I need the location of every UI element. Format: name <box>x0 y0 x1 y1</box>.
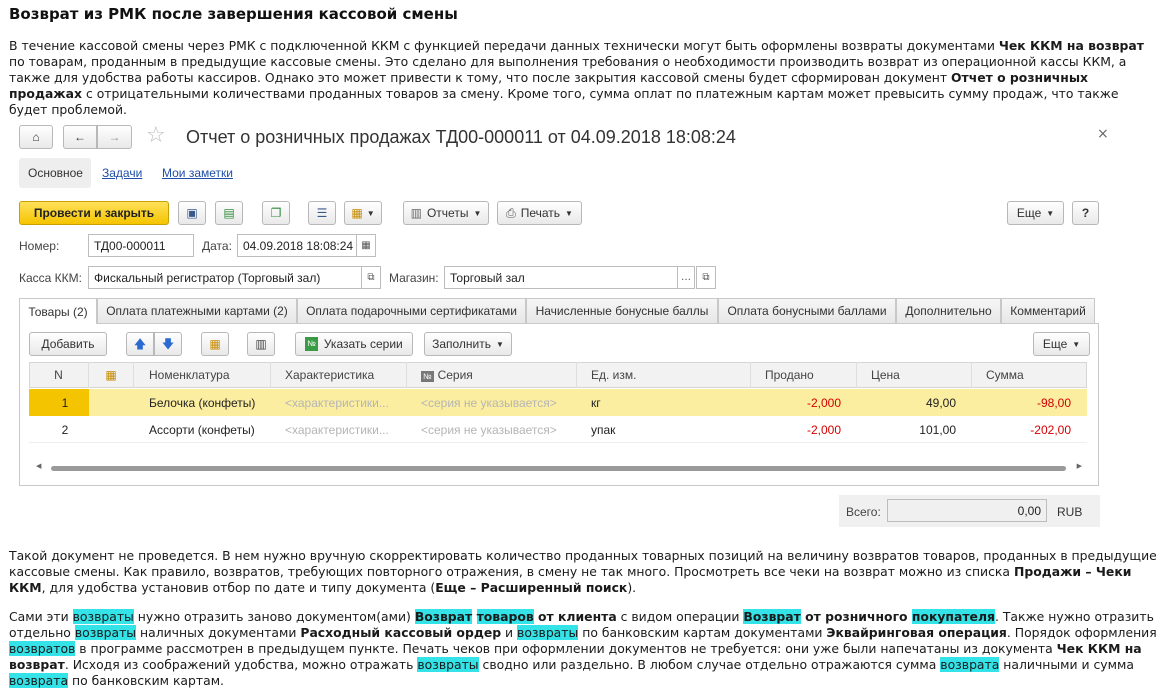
tab-accrued-bonuses[interactable]: Начисленные бонусные баллы <box>526 298 718 323</box>
back-button[interactable] <box>63 125 97 149</box>
bold-text: Эквайринговая операция <box>826 625 1007 640</box>
highlighted-text: товаров <box>476 609 534 624</box>
bold-text: Продажи – Чеки ККМ <box>9 564 1136 595</box>
arrow-left-icon: ← <box>74 130 86 144</box>
move-up-button[interactable] <box>126 332 154 356</box>
row-2-characteristic[interactable]: <характеристики... <box>285 423 389 437</box>
create-based-on-button[interactable]: ▦ ▼ <box>344 201 382 225</box>
posting-paragraph <box>9 548 1159 596</box>
document-journal-button[interactable] <box>308 201 336 225</box>
barcode-icon: ▥ <box>255 337 267 351</box>
home-icon: ⌂ <box>32 130 40 144</box>
scroll-thumb[interactable] <box>51 466 1066 471</box>
text-segment: В течение кассовой смены через РМК с подключенной ККМ с функцией передачи данных технически могут быть оформлены возвраты документами <box>9 38 999 53</box>
series-icon: № <box>423 372 432 381</box>
packing-icon: ▦ <box>105 368 117 382</box>
calendar-button[interactable] <box>356 234 376 257</box>
row-2-sold[interactable]: -2,000 <box>806 423 841 437</box>
print-label: Печать <box>520 206 560 220</box>
text-segment: , для удобства установив отбор по дате и типу документа ( <box>41 580 436 595</box>
kkm-field[interactable]: Фискальный регистратор (Торговый зал) <box>88 266 362 289</box>
horizontal-scrollbar[interactable] <box>29 462 1087 474</box>
highlighted-text: возвраты <box>517 625 579 640</box>
printer-icon: ⎙ <box>506 206 516 220</box>
text-segment: по банковским картам документами <box>578 625 827 640</box>
row-1-characteristic[interactable]: <характеристики... <box>285 396 389 410</box>
tab-additional[interactable]: Дополнительно <box>896 298 1001 323</box>
row-1-n: 1 <box>61 396 69 410</box>
row-1-sum[interactable]: -98,00 <box>1036 396 1071 410</box>
open-link-icon: ⧉ <box>702 272 710 283</box>
highlighted-text: Возврат <box>743 609 801 624</box>
calendar-icon: ▦ <box>361 240 371 251</box>
highlighted-text: возвратов <box>9 641 76 656</box>
col-n[interactable]: N <box>29 362 89 388</box>
bold-text: Расходный кассовый ордер <box>300 625 502 640</box>
specify-series-label: Указать серии <box>323 337 403 351</box>
create-based-icon: ▦ <box>351 206 363 220</box>
barcode-button[interactable] <box>247 332 275 356</box>
number-label: Номер: <box>19 239 60 253</box>
bold-text <box>472 609 476 624</box>
reports-button[interactable]: ▥ Отчеты ▼ <box>403 201 489 225</box>
col-series-label: Серия <box>437 368 473 382</box>
text-segment: . Также нужно отразить отдельно <box>9 609 1158 640</box>
highlighted-text: покупателя <box>911 609 995 624</box>
store-open-button[interactable] <box>696 266 716 289</box>
col-sold[interactable]: Продано <box>751 362 857 388</box>
col-sum[interactable]: Сумма <box>986 368 1024 382</box>
text-segment: наличными и сумма <box>999 657 1138 672</box>
document-title: Отчет о розничных продажах ТД00-000011 от 04.09.2018 18:08:24 <box>186 127 736 147</box>
close-icon[interactable]: × <box>1097 126 1109 142</box>
scroll-right-icon[interactable]: ▶ <box>1076 462 1082 470</box>
nav-main-label: Основное <box>28 166 83 180</box>
series-icon: № <box>305 337 318 351</box>
text-segment: с видом операции <box>616 609 744 624</box>
text-segment: наличных документами <box>136 625 301 640</box>
post-button[interactable] <box>215 201 243 225</box>
total-label: Всего: <box>846 505 881 519</box>
row-2-series[interactable]: <серия не указывается> <box>421 423 557 437</box>
text-segment: Такой документ не проведется. В нем нужно вручную скорректировать количество проданных товарных позиций на величину возвратов товаров, проданных в предыдущие кассовые смены. Как правило, возвратов, требующих повторного отражения, в смену не так много. Просмотреть все чеки на возврат можно из списка <box>9 548 1161 579</box>
save-icon: ▣ <box>186 206 198 220</box>
add-row-button[interactable]: Добавить <box>29 332 107 356</box>
copy-icon: ❐ <box>270 206 282 220</box>
reports-icon: ▥ <box>410 206 422 220</box>
arrow-right-icon: → <box>108 130 121 144</box>
more-label: Еще <box>1016 206 1042 220</box>
col-series[interactable] <box>407 362 577 388</box>
text-segment: с отрицательными количествами проданных товаров за смену. Кроме того, сумма оплат по платежным картам может превысить сумму продаж, что также будет проблемой. <box>9 86 1123 117</box>
post-document-icon: ▤ <box>223 206 235 220</box>
help-button[interactable]: ? <box>1072 201 1099 225</box>
date-field[interactable]: 04.09.2018 18:08:24 <box>237 234 357 257</box>
row-1-series[interactable]: <серия не указывается> <box>421 396 557 410</box>
row-2-unit[interactable]: упак <box>591 423 616 437</box>
bold-text: Еще – Расширенный поиск <box>435 580 628 595</box>
scroll-left-icon[interactable]: ◀ <box>36 462 42 470</box>
post-and-close-button[interactable]: Провести и закрыть <box>19 201 169 225</box>
col-nomenclature[interactable]: Номенклатура <box>134 362 271 388</box>
highlighted-text: возвраты <box>72 609 134 624</box>
text-segment: . Порядок оформления <box>1006 625 1161 640</box>
text-segment: Сами эти <box>9 609 73 624</box>
number-field[interactable]: ТД00-000011 <box>88 234 194 257</box>
highlighted-text: возвраты <box>74 625 137 640</box>
row-2-n: 2 <box>61 423 69 437</box>
text-segment: и <box>501 625 518 640</box>
intro-paragraph <box>9 38 1159 118</box>
row-1-nomenclature[interactable]: Белочка (конфеты) <box>149 396 256 410</box>
row-2-price[interactable]: 101,00 <box>919 423 956 437</box>
fill-button[interactable]: Заполнить ▼ <box>424 332 512 356</box>
text-segment: по товарам, проданным в предыдущие кассовые смены. Это сделано для выполнения требования о необходимости производить возврат из операционной кассы ККМ, а также для удобства работы кассиров. Однако это может привести к тому, что после закрытия кассовой смены будет сформирован документ <box>9 38 1148 85</box>
table-more-label: Еще <box>1042 337 1068 351</box>
total-field: 0,00 <box>887 499 1047 522</box>
text-segment: в программе рассмотрен в предыдущем пункте. Печать чеков при оформлении документов не требуется: они уже были напечатаны из документа <box>75 641 1057 656</box>
tab-comment[interactable]: Комментарий <box>1001 298 1095 323</box>
text-segment: . Исходя из соображений удобства, можно отражать <box>64 657 418 672</box>
tab-goods[interactable]: Товары (2) <box>19 298 97 324</box>
tab-gift-certificates[interactable]: Оплата подарочными сертификатами <box>297 298 526 323</box>
bold-text: Отчет о розничных продажах <box>9 70 1093 101</box>
home-button[interactable] <box>19 125 53 149</box>
ellipsis-icon: … <box>681 272 691 283</box>
arrow-up-icon: 🡅 <box>133 337 147 351</box>
kkm-label: Касса ККМ: <box>19 271 82 285</box>
row-2-sum[interactable]: -202,00 <box>1030 423 1071 437</box>
highlighted-text: возврата <box>9 673 69 688</box>
tab-bonus-payments[interactable]: Оплата бонусными баллами <box>718 298 896 323</box>
print-button[interactable]: ⎙ Печать ▼ <box>497 201 582 225</box>
tab-card-payments[interactable]: Оплата платежными картами (2) <box>97 298 297 323</box>
arrow-down-icon: 🡇 <box>161 337 175 351</box>
store-label: Магазин: <box>389 271 439 285</box>
store-field[interactable]: Торговый зал <box>444 266 678 289</box>
specify-series-button[interactable] <box>295 332 413 356</box>
highlighted-text: возврата <box>940 657 1000 672</box>
bold-text: от клиента <box>533 609 617 624</box>
pick-items-icon: ▦ <box>209 337 221 351</box>
more-button[interactable]: Еще ▼ <box>1007 201 1064 225</box>
article-heading: Возврат из РМК после завершения кассовой смены <box>9 5 458 23</box>
currency-label: RUB <box>1057 505 1083 519</box>
bold-text: от розничного <box>800 609 912 624</box>
row-1-price[interactable]: 49,00 <box>925 396 956 410</box>
bold-text: Чек ККМ на возврат <box>998 38 1144 53</box>
col-unit[interactable]: Ед. изм. <box>577 362 751 388</box>
kkm-open-button[interactable] <box>361 266 381 289</box>
save-button[interactable] <box>178 201 206 225</box>
col-price[interactable]: Цена <box>857 362 972 388</box>
open-link-icon: ⧉ <box>367 272 375 283</box>
store-select-button[interactable] <box>677 266 695 289</box>
copy-button[interactable] <box>262 201 290 225</box>
highlighted-text: возвраты <box>417 657 479 672</box>
row-1-sold[interactable]: -2,000 <box>806 396 841 410</box>
returns-paragraph <box>9 609 1159 689</box>
text-segment: нужно отразить заново документом(ами) <box>133 609 415 624</box>
col-pack[interactable] <box>89 362 134 388</box>
text-segment: ). <box>627 580 637 595</box>
text-segment: сводно или раздельно. В любом случае отдельно отражаются сумма <box>478 657 941 672</box>
col-characteristic[interactable]: Характеристика <box>271 362 407 388</box>
nav-notes-link[interactable]: Мои заметки <box>162 166 233 180</box>
pick-button[interactable] <box>201 332 229 356</box>
journal-icon: ☰ <box>316 206 328 220</box>
text-segment: по банковским картам. <box>68 673 224 688</box>
favorite-star-icon[interactable]: ☆ <box>146 123 166 148</box>
row-2-nomenclature[interactable]: Ассорти (конфеты) <box>149 423 255 437</box>
table-more-button[interactable]: Еще ▼ <box>1033 332 1090 356</box>
highlighted-text: Возврат <box>414 609 473 624</box>
nav-tasks-link[interactable]: Задачи <box>102 166 143 180</box>
row-1-unit[interactable]: кг <box>591 396 601 410</box>
date-label: Дата: <box>202 239 232 253</box>
reports-label: Отчеты <box>426 206 469 220</box>
nav-main-tab[interactable] <box>19 158 91 188</box>
fill-label: Заполнить <box>432 337 491 351</box>
bold-text: Чек ККМ на возврат <box>9 641 1146 672</box>
move-down-button[interactable] <box>154 332 182 356</box>
forward-button[interactable] <box>97 125 132 149</box>
